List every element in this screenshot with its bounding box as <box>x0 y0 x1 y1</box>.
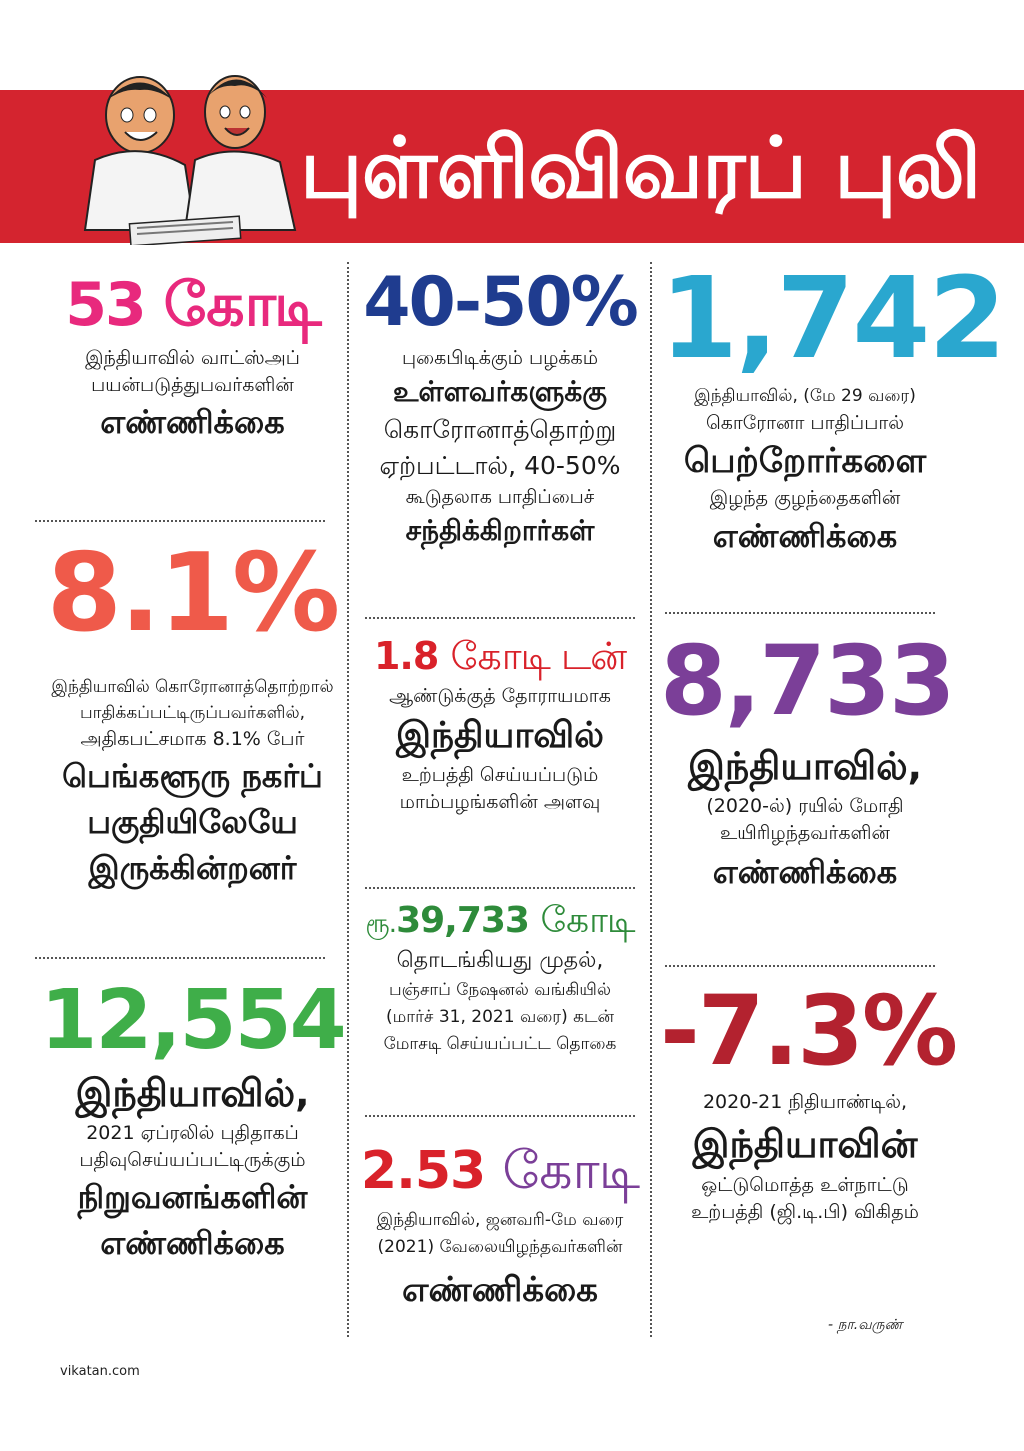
stat-value: 8.1% <box>46 531 339 656</box>
row-divider <box>665 612 935 614</box>
stat-bengaluru-covid <box>40 531 345 891</box>
stat-emphasis: இருக்கின்றனர் <box>88 849 297 887</box>
stat-desc-line: அதிகபட்சமாக 8.1% பேர் <box>80 728 305 750</box>
stat-desc-line: பயன்படுத்துபவர்களின் <box>91 374 294 396</box>
stat-desc-line: (2020-ல்) ரயில் மோதி <box>706 795 904 817</box>
stat-desc-line: மாம்பழங்களின் அளவு <box>399 791 601 813</box>
stat-unit: கோடி <box>540 900 635 941</box>
stat-emphasis: எண்ணிக்கை <box>100 403 285 441</box>
row-divider <box>35 520 325 522</box>
stat-desc-line: 2020-21 நிதியாண்டில், <box>702 1091 908 1113</box>
stat-smokers-covid <box>355 263 645 551</box>
stat-value-row <box>355 634 645 678</box>
stat-value-row <box>355 1141 645 1201</box>
row-divider <box>365 1115 635 1117</box>
stat-emphasis: நிறுவனங்களின் <box>77 1178 308 1216</box>
stat-desc-line: 2021 ஏப்ரலில் புதிதாகப் <box>86 1122 299 1144</box>
stat-emphasis: பெங்களூரு நகர்ப் <box>62 757 323 795</box>
stat-desc-line: பஞ்சாப் நேஷனல் வங்கியில் <box>389 980 611 1000</box>
stat-emphasis: இந்தியாவில் <box>395 715 605 756</box>
column-divider-2 <box>650 262 652 1337</box>
stat-desc-line: இந்தியாவில் கொரோனாத்தொற்றால் <box>51 677 334 697</box>
stat-orphaned-children <box>660 254 1005 560</box>
stat-value: 12,554 <box>40 973 345 1068</box>
stat-desc-line: மோசடி செய்யப்பட்ட தொகை <box>383 1034 617 1054</box>
stat-desc-line: கூடுதலாக பாதிப்பைச் <box>405 486 595 508</box>
stat-value-row <box>355 900 645 941</box>
stat-whatsapp-users <box>40 270 345 445</box>
stat-desc-line: கொரோனாத்தொற்று <box>383 415 617 444</box>
stat-job-losses <box>355 1141 645 1315</box>
stat-value: 1,742 <box>660 254 1005 384</box>
stat-emphasis: பகுதியிலேயே <box>87 803 298 841</box>
stat-emphasis: இந்தியாவின் <box>692 1122 918 1166</box>
stat-unit: கோடி டன் <box>450 634 627 678</box>
stat-emphasis: எண்ணிக்கை <box>401 1270 599 1310</box>
stat-emphasis: எண்ணிக்கை <box>712 853 898 891</box>
stat-value: -7.3% <box>660 975 957 1087</box>
stat-desc-line: தொடங்கியது முதல், <box>396 948 604 973</box>
stat-desc-line: பதிவுசெய்யப்பட்டிருக்கும் <box>79 1149 306 1171</box>
stat-desc-line: இந்தியாவில், (மே 29 வரை) <box>694 386 916 406</box>
stat-pnb-fraud <box>355 900 645 1058</box>
stat-desc-line: ஒட்டுமொத்த உள்நாட்டு <box>701 1174 909 1196</box>
stat-value: 8,733 <box>660 625 954 737</box>
stat-new-companies <box>40 973 345 1266</box>
stat-desc-line: இந்தியாவில் வாட்ஸ்அப் <box>85 347 300 369</box>
stat-rail-deaths <box>660 625 954 897</box>
stat-value: 2.53 <box>360 1141 486 1201</box>
stat-emphasis: இந்தியாவில், <box>687 744 923 788</box>
stat-unit: கோடி <box>502 1141 640 1201</box>
column-divider-1 <box>347 262 349 1337</box>
stat-desc-line: (2021) வேலையிழந்தவர்களின் <box>377 1237 623 1257</box>
stat-value: 40-50% <box>363 263 637 342</box>
page-title: புள்ளிவிவரப் புலி <box>300 119 981 217</box>
row-divider <box>35 957 325 959</box>
stat-desc-line: உற்பத்தி செய்யப்படும் <box>401 764 599 786</box>
stat-emphasis: எண்ணிக்கை <box>100 1224 285 1262</box>
stat-desc-line: இந்தியாவில், ஜனவரி-மே வரை <box>376 1210 624 1230</box>
stat-desc-line: உயிரிழந்தவர்களின் <box>720 822 890 844</box>
stat-emphasis: உள்ளவர்களுக்கு <box>392 375 608 408</box>
stat-mango-production <box>355 634 645 816</box>
stat-value: 53 கோடி <box>65 270 320 340</box>
stat-emphasis: எண்ணிக்கை <box>712 517 898 555</box>
stat-desc-line: பாதிக்கப்பட்டிருப்பவர்களில், <box>80 703 305 723</box>
stat-desc-line: (மார்ச் 31, 2021 வரை) கடன் <box>385 1007 615 1027</box>
footer-site: vikatan.com <box>60 1364 140 1379</box>
stat-desc-line: ஆண்டுக்குத் தோராயமாக <box>389 685 611 707</box>
stat-desc-line: கொரோனா பாதிப்பால் <box>705 412 905 434</box>
stat-prefix: ரூ. <box>365 909 397 939</box>
row-divider <box>365 887 635 889</box>
stat-desc-line: இழந்த குழந்தைகளின் <box>709 487 901 509</box>
row-divider <box>365 617 635 619</box>
stat-gdp <box>660 975 957 1226</box>
stat-desc-line: புகைபிடிக்கும் பழக்கம் <box>401 347 598 369</box>
author-credit: - நா.வருண் <box>828 1317 903 1333</box>
stat-emphasis: சந்திக்கிறார்கள் <box>405 514 595 547</box>
stat-desc-line: ஏற்பட்டால், 40-50% <box>379 451 621 480</box>
stat-emphasis: இந்தியாவில், <box>75 1071 310 1115</box>
row-divider <box>665 965 935 967</box>
stat-emphasis: பெற்றோர்களை <box>683 441 927 481</box>
stat-value: 39,733 <box>396 900 529 941</box>
stat-desc-line: உற்பத்தி (ஜி.டி.பி) விகிதம் <box>691 1201 919 1223</box>
cartoon-illustration <box>45 70 315 245</box>
stat-value: 1.8 <box>373 634 439 678</box>
